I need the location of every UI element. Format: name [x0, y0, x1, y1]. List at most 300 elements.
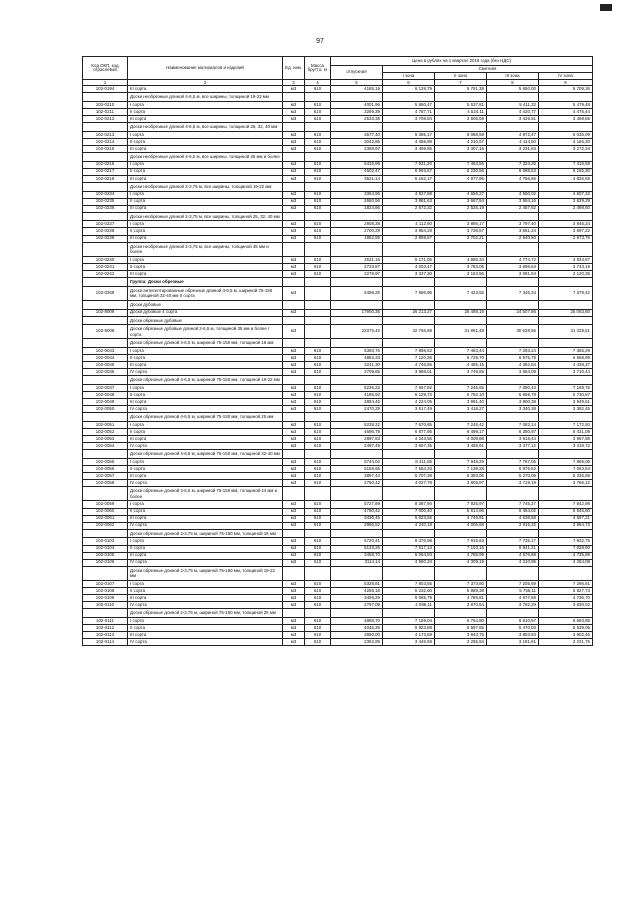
empty-cell [383, 300, 435, 309]
empty-cell [383, 153, 435, 162]
empty-cell [331, 300, 383, 309]
zone-price-cell: 5 539,05 [539, 625, 593, 632]
zone-price-cell: 3 425,51 [487, 116, 539, 123]
release-price-cell: 2650,56 [331, 198, 383, 205]
zone-price-cell: 4 166,30 [539, 138, 593, 145]
mass-cell: 610 [305, 538, 331, 545]
empty-cell [435, 450, 487, 459]
zone-price-cell: 7 865,06 [539, 458, 593, 465]
empty-cell [539, 123, 593, 132]
zone-price-cell: 2 640,50 [487, 235, 539, 242]
mass-cell: 610 [305, 552, 331, 559]
zone-price-cell: 5 171,05 [383, 256, 435, 263]
table-row [83, 347, 593, 354]
code-cell [83, 376, 128, 385]
zone-price-cell: 7 803,55 [383, 580, 435, 587]
empty-cell [487, 450, 539, 459]
mass-cell: 610 [305, 271, 331, 278]
table-row [83, 480, 593, 487]
zone-price-cell: 3 337,30 [383, 271, 435, 278]
zone-price-cell: 4 676,88 [487, 552, 539, 559]
mass-cell: 610 [305, 101, 331, 108]
zone-price-cell: 4 656,27 [435, 191, 487, 198]
name-cell: III сорта [128, 116, 283, 123]
name-cell: I сорта [128, 538, 283, 545]
zone-price-cell: 3 719,19 [487, 480, 539, 487]
empty-cell [435, 566, 487, 580]
code-cell [83, 487, 128, 501]
code-cell: 102-0106 [83, 559, 128, 566]
description-row [83, 566, 593, 580]
empty-cell [331, 609, 383, 618]
empty-cell [331, 450, 383, 459]
code-cell [83, 278, 128, 287]
mass-cell: 610 [305, 191, 331, 198]
name-cell: Доски обрезные дубовые длиной 2-6,5 м, толщиной 35 мм и более I сорта [128, 325, 283, 339]
zone-price-cell: 25 489,19 [435, 309, 487, 316]
code-cell: 102-0210 [83, 101, 128, 108]
name-cell: IV сорта [128, 559, 283, 566]
empty-cell [305, 609, 331, 618]
mass-cell: 610 [305, 617, 331, 624]
name-cell: III сорта [128, 145, 283, 152]
mass-cell: 610 [305, 256, 331, 263]
zone-price-cell: 3 382,45 [539, 406, 593, 413]
empty-cell [435, 93, 487, 102]
empty-cell [487, 242, 539, 256]
empty-cell [383, 242, 435, 256]
empty-cell [331, 242, 383, 256]
empty-cell [487, 609, 539, 618]
empty-cell [305, 450, 331, 459]
table-body [83, 86, 593, 646]
zone-price-cell: 3 617,49 [383, 406, 435, 413]
code-cell [83, 300, 128, 309]
code-cell: 102-0044 [83, 355, 128, 362]
zone-price-cell: 4 787,71 [383, 108, 435, 115]
zone-price-cell: 4 485,15 [435, 362, 487, 369]
empty-cell [383, 529, 435, 538]
mass-cell: 610 [305, 108, 331, 115]
zone-price-cell: 7 423,55 [435, 286, 487, 300]
zone-price-cell: 5 162,17 [383, 175, 435, 182]
mass-cell: 610 [305, 625, 331, 632]
unit-cell: м3 [283, 325, 305, 339]
mass-cell: 610 [305, 263, 331, 270]
mass-cell: 610 [305, 436, 331, 443]
zone-price-cell: 6 464,02 [487, 508, 539, 515]
code-cell: 102-0113 [83, 632, 128, 639]
header-estimate: Сметная [383, 66, 593, 73]
unit-cell: м3 [283, 465, 305, 472]
description-row [83, 316, 593, 325]
code-cell: 102-0052 [83, 429, 128, 436]
zone-price-cell: 6 593,67 [383, 168, 435, 175]
description-cell: Группа: Доски обрезные [128, 278, 283, 287]
empty-cell [539, 487, 593, 501]
name-cell: I сорта [128, 384, 283, 391]
unit-cell: м3 [283, 522, 305, 529]
empty-cell [487, 182, 539, 191]
release-price-cell: 5238,22 [331, 421, 383, 428]
price-table [82, 56, 593, 646]
release-price-cell: 3430,45 [331, 515, 383, 522]
zone-price-cell: 25 063,60 [539, 309, 593, 316]
zone-price-cell: 4 877,86 [435, 175, 487, 182]
empty-cell [435, 300, 487, 309]
zone-price-cell: 7 205,69 [487, 580, 539, 587]
code-cell: 102-0217 [83, 168, 128, 175]
name-cell: II сорта [128, 263, 283, 270]
zone-price-cell: 4 735,89 [539, 552, 593, 559]
unit-cell: м3 [283, 443, 305, 450]
release-price-cell: 5498,25 [331, 286, 383, 300]
release-price-cell: 5415,99 [331, 161, 383, 168]
table-row [83, 399, 593, 406]
release-price-cell: 5744,02 [331, 458, 383, 465]
release-price-cell: 5393,76 [331, 347, 383, 354]
table-row [83, 522, 593, 529]
zone-price-cell: 6 230,56 [435, 168, 487, 175]
code-cell: 102-0050 [83, 406, 128, 413]
zone-price-cell: 3 419,72 [539, 443, 593, 450]
zone-price-cell: 7 028,80 [539, 545, 593, 552]
table-row [83, 369, 593, 376]
release-price-cell: 5236,22 [331, 384, 383, 391]
zone-price-cell: 5 479,48 [539, 101, 593, 108]
zone-price-cell: 3 886,17 [435, 221, 487, 228]
zone-price-cell: 4 096,11 [383, 602, 435, 609]
table-row [83, 602, 593, 609]
empty-cell [539, 212, 593, 221]
name-cell: III сорта [128, 552, 283, 559]
code-cell [83, 316, 128, 325]
zone-price-cell: 8 376,98 [383, 538, 435, 545]
zone-price-cell: 4 786,81 [435, 595, 487, 602]
zone-price-cell: 7 385,29 [539, 347, 593, 354]
name-cell: III сорта [128, 205, 283, 212]
name-cell: II сорта [128, 168, 283, 175]
empty-cell [305, 566, 331, 580]
code-cell [83, 212, 128, 221]
mass-cell: 610 [305, 458, 331, 465]
release-price-cell: 5133,25 [331, 545, 383, 552]
mass-cell: 610 [305, 399, 331, 406]
description-cell: Доски необрезные длиной 2-3,75 м, все ширины, толщиной 25, 32, 40 мм [128, 212, 283, 221]
zone-price-cell: 4 736,70 [539, 595, 593, 602]
zone-price-cell: 3 964,73 [539, 522, 593, 529]
empty-cell [487, 487, 539, 501]
header-unit: Ед. изм. [283, 57, 305, 80]
name-cell: III сорта [128, 632, 283, 639]
zone-price-cell: 2 525,19 [435, 205, 487, 212]
table-row [83, 538, 593, 545]
table-row [83, 443, 593, 450]
table-row [83, 625, 593, 632]
empty-cell [305, 182, 331, 191]
zone-price-cell: 2 672,32 [383, 205, 435, 212]
code-cell: 102-0058 [83, 480, 128, 487]
empty-cell [435, 529, 487, 538]
code-cell: 102-0053 [83, 436, 128, 443]
empty-cell [283, 413, 305, 422]
release-price-cell: 4045,26 [331, 625, 383, 632]
table-row [83, 86, 593, 93]
zone-price-cell: 32 766,88 [383, 325, 435, 339]
empty-cell [331, 153, 383, 162]
unit-cell: м3 [283, 145, 305, 152]
unit-cell: м3 [283, 86, 305, 93]
table-row [83, 205, 593, 212]
empty-cell [283, 93, 305, 102]
empty-cell [305, 242, 331, 256]
zone-price-cell: 7 083,14 [487, 421, 539, 428]
zone-price-cell: 5 411,32 [487, 101, 539, 108]
name-cell: IV сорта [128, 602, 283, 609]
zone-price-cell: 4 210,57 [435, 138, 487, 145]
zone-price-cell: 5 707,38 [383, 473, 435, 480]
name-cell: I сорта [128, 458, 283, 465]
empty-cell [539, 278, 593, 287]
mass-cell: 610 [305, 235, 331, 242]
zone-price-cell: 4 697,21 [539, 515, 593, 522]
zone-price-cell: 5 336,59 [539, 473, 593, 480]
table-row [83, 632, 593, 639]
name-cell: I сорта [128, 347, 283, 354]
zone-price-cell: 3 943,75 [435, 632, 487, 639]
zone-price-cell: 4 826,59 [539, 175, 593, 182]
code-cell: 102-0241 [83, 263, 128, 270]
table-row [83, 458, 593, 465]
zone-price-cell: 24 507,86 [487, 309, 539, 316]
unit-cell: м3 [283, 205, 305, 212]
release-price-cell: 3269,39 [331, 108, 383, 115]
table-row [83, 161, 593, 168]
zone-price-cell: 4 927,68 [383, 191, 435, 198]
table-row [83, 191, 593, 198]
table-row [83, 168, 593, 175]
zone-price-cell: 4 560,34 [383, 559, 435, 566]
mass-cell: 610 [305, 145, 331, 152]
empty-cell [383, 487, 435, 501]
col-num: 3 [283, 80, 305, 86]
unit-cell: м3 [283, 286, 305, 300]
release-price-cell: 2278,97 [331, 271, 383, 278]
code-cell: 102-0112 [83, 625, 128, 632]
table-row [83, 198, 593, 205]
empty-cell [487, 123, 539, 132]
mass-cell: 610 [305, 632, 331, 639]
mass-cell [305, 325, 331, 339]
zone-price-cell: 7 063,54 [539, 465, 593, 472]
table-row [83, 406, 593, 413]
zone-price-cell: 2 702,21 [435, 235, 487, 242]
name-cell: Доски антисептированные обрезные длиной 4-6,5 м, шириной 75-150 мм, толщиной 32-40 мм II сорта [128, 286, 283, 300]
empty-cell [283, 278, 305, 287]
zone-price-cell: 8 387,94 [383, 501, 435, 508]
zone-price-cell: 3 743,19 [539, 263, 593, 270]
zone-price-cell: 3 710,44 [539, 369, 593, 376]
empty-cell [539, 242, 593, 256]
zone-price-cell: 4 112,60 [383, 221, 435, 228]
mass-cell: 610 [305, 131, 331, 138]
release-price-cell: 3241,30 [331, 362, 383, 369]
zone-price-cell: 7 554,33 [383, 465, 435, 472]
zone-price-cell: 7 832,75 [539, 538, 593, 545]
unit-cell: м3 [283, 175, 305, 182]
empty-cell [383, 123, 435, 132]
empty-cell [383, 566, 435, 580]
description-cell: Доски дубовые [128, 300, 283, 309]
zone-price-cell: 3 918,44 [487, 436, 539, 443]
description-row [83, 529, 593, 538]
unit-cell: м3 [283, 538, 305, 545]
table-row [83, 559, 593, 566]
mass-cell: 610 [305, 168, 331, 175]
release-price-cell: 22375,42 [331, 325, 383, 339]
col-num: 5 [331, 80, 383, 86]
release-price-cell: 2808,38 [331, 221, 383, 228]
zone-price-cell: 3 766,12 [539, 480, 593, 487]
code-cell: 102-0105 [83, 552, 128, 559]
code-cell: 102-0214 [83, 138, 128, 145]
empty-cell [283, 609, 305, 618]
unit-cell: м3 [283, 131, 305, 138]
col-num: 9 [539, 80, 593, 86]
mass-cell [305, 309, 331, 316]
empty-cell [435, 212, 487, 221]
zone-price-cell: 2 673,76 [539, 235, 593, 242]
name-cell: II сорта [128, 138, 283, 145]
zone-price-cell: 3 664,09 [487, 369, 539, 376]
zone-price-cell: 3 870,54 [435, 602, 487, 609]
zone-price-cell: 3 181,61 [487, 639, 539, 646]
code-cell: 102-0051 [83, 421, 128, 428]
zone-price-cell: 7 494,55 [435, 161, 487, 168]
code-cell: 102-0215 [83, 145, 128, 152]
zone-price-cell: 7 898,62 [383, 347, 435, 354]
unit-cell: м3 [283, 101, 305, 108]
unit-cell: м3 [283, 595, 305, 602]
zone-price-cell: 5 709,36 [539, 86, 593, 93]
empty-cell [331, 339, 383, 348]
zone-price-cell: 5 923,88 [383, 625, 435, 632]
scan-mark [600, 4, 612, 11]
code-cell: 102-0269 [83, 286, 128, 300]
zone-price-cell: 7 346,34 [487, 286, 539, 300]
zone-price-cell: 3 418,27 [435, 406, 487, 413]
empty-cell [435, 487, 487, 501]
release-price-cell: 2733,87 [331, 263, 383, 270]
zone-price-cell: 6 128,79 [383, 86, 435, 93]
zone-price-cell: 7 925,97 [435, 501, 487, 508]
empty-cell [331, 212, 383, 221]
release-price-cell: 3364,96 [331, 191, 383, 198]
zone-price-cell: 7 159,04 [383, 617, 435, 624]
release-price-cell: 2884,45 [331, 399, 383, 406]
empty-cell [487, 300, 539, 309]
release-price-cell: 2709,65 [331, 369, 383, 376]
code-cell: 102-0242 [83, 271, 128, 278]
zone-price-cell: 2 467,52 [487, 205, 539, 212]
zone-price-cell: 31 861,48 [435, 325, 487, 339]
release-price-cell: 3897,43 [331, 473, 383, 480]
zone-price-cell: 6 575,78 [487, 355, 539, 362]
code-cell: 102-0043 [83, 347, 128, 354]
empty-cell [539, 182, 593, 191]
code-cell: 102-0111 [83, 617, 128, 624]
zone-price-cell: 6 941,21 [487, 545, 539, 552]
unit-cell: м3 [283, 639, 305, 646]
empty-cell [331, 182, 383, 191]
code-cell: 102-0057 [83, 473, 128, 480]
zone-price-cell: 3 797,40 [487, 221, 539, 228]
code-cell: 102-0060 [83, 508, 128, 515]
table-row [83, 355, 593, 362]
zone-price-cell: 7 172,50 [539, 421, 593, 428]
table-row [83, 392, 593, 399]
mass-cell: 610 [305, 515, 331, 522]
zone-price-cell: 6 693,98 [539, 617, 593, 624]
zone-price-cell: 3 629,29 [539, 198, 593, 205]
zone-price-cell: 7 915,63 [435, 538, 487, 545]
code-cell: 102-0110 [83, 602, 128, 609]
empty-cell [539, 450, 593, 459]
code-cell: 102-0212 [83, 116, 128, 123]
table-row [83, 256, 593, 263]
name-cell: II сорта [128, 198, 283, 205]
name-cell: II сорта [128, 392, 283, 399]
description-cell: Доски обрезные длиной 2-3,75 м, шириной 75-150 мм, толщиной 16 мм [128, 529, 283, 538]
zone-price-cell: 3 967,88 [539, 436, 593, 443]
zone-price-cell: 7 103,16 [435, 545, 487, 552]
unit-cell: м3 [283, 473, 305, 480]
description-cell: Доски обрезные длиной 2-3,75 м, шириной 75-150 мм, толщиной 25 мм [128, 609, 283, 618]
empty-cell [487, 316, 539, 325]
mass-cell: 610 [305, 588, 331, 595]
code-cell: 102-0107 [83, 580, 128, 587]
unit-cell: м3 [283, 508, 305, 515]
code-cell: 102-0056 [83, 465, 128, 472]
code-cell [83, 609, 128, 618]
description-row [83, 212, 593, 221]
empty-cell [383, 376, 435, 385]
zone-price-cell: 3 902,46 [539, 632, 593, 639]
name-cell: IV сорта [128, 406, 283, 413]
zone-price-cell: 3 231,63 [487, 145, 539, 152]
empty-cell [305, 93, 331, 102]
zone-price-cell: 2 498,60 [539, 205, 593, 212]
unit-cell: м3 [283, 271, 305, 278]
zone-price-cell: 3 499,85 [383, 145, 435, 152]
zone-price-cell: 6 088,53 [487, 168, 539, 175]
code-cell: 102-0239 [83, 235, 128, 242]
mass-cell: 610 [305, 508, 331, 515]
col-num: 6 [383, 80, 435, 86]
empty-cell [487, 278, 539, 287]
zone-price-cell: 3 272,34 [539, 145, 593, 152]
code-cell: 102-0237 [83, 221, 128, 228]
code-cell [83, 93, 128, 102]
col-num: 4 [305, 80, 331, 86]
description-cell: Доски обрезные длиной 4-6,5 м, шириной 75-150 мм, толщиной 16 мм [128, 339, 283, 348]
zone-price-cell: 4 210,95 [487, 559, 539, 566]
empty-cell [283, 153, 305, 162]
code-cell: 102-0049 [83, 399, 128, 406]
mass-cell: 610 [305, 355, 331, 362]
name-cell: I сорта [128, 421, 283, 428]
empty-cell [305, 153, 331, 162]
